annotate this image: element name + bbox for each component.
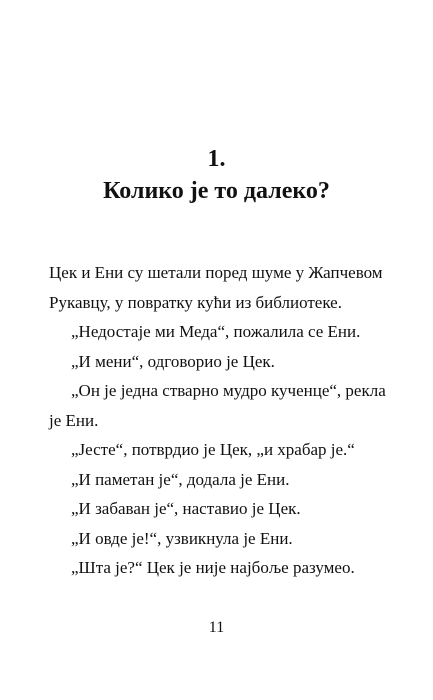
paragraph: „Шта је?“ Цек је није најбоље разумео. (71, 558, 355, 577)
paragraph: „Недостаје ми Меда“, пожалила се Ени. (71, 322, 361, 341)
chapter-body (49, 258, 389, 583)
paragraph: „И овде је!“, узвикнула је Ени. (71, 528, 293, 548)
chapter-title: Колико је то далеко? (103, 178, 330, 204)
paragraph: Цек и Ени су шетали поред шуме у Жапчевом Рукавцу, у повратку кући из библиотеке. (49, 263, 383, 312)
paragraph: „Јесте“, потврдио је Цек, „и храбар је.“ (71, 440, 355, 459)
paragraph: „Он је једна стварно мудро кученце“, рекла је Ени. (49, 381, 386, 430)
paragraph: „И забаван је“, наставио је Цек. (71, 499, 301, 518)
page-number: 11 (208, 619, 225, 636)
chapter-number: 1. (207, 146, 226, 172)
paragraph: „И мени“, одговорио је Цек. (71, 351, 275, 371)
paragraph: „И паметан је“, додала је Ени. (71, 469, 290, 489)
